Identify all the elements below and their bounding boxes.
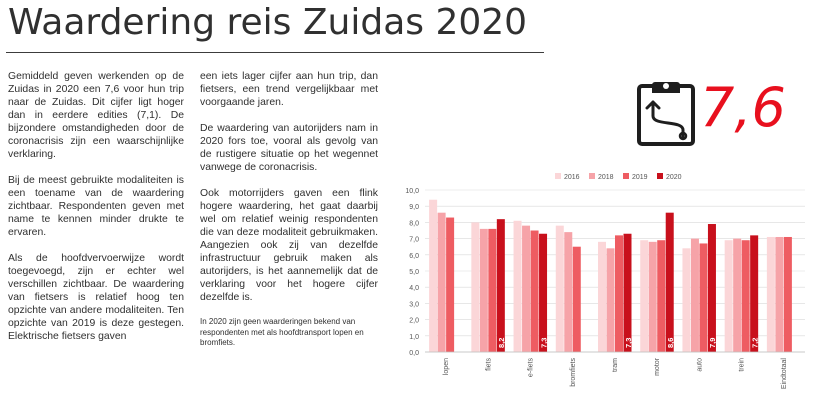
data-label: 7,3 [623, 337, 633, 348]
paragraph: Ook motorrijders gaven een flink hogere waardering, het gaat daarbij wel om relatief weinig respondenten die van deze modaliteit gebruikmaken. Aangezien ook zij van dezelfde infrastructuur gebruik maken als autorijders, is het aannemelijk dat de verklaring voor het hogere cijfer dezelfde is. [200, 188, 378, 303]
bar [564, 232, 572, 352]
bar [480, 229, 488, 352]
category-label: auto [696, 358, 704, 372]
data-label: 7,3 [539, 337, 549, 348]
category-label: lopen [443, 358, 451, 376]
bar [556, 226, 564, 352]
bar [725, 240, 733, 352]
y-tick-label: 0,0 [409, 350, 419, 357]
bar [649, 242, 657, 352]
y-tick-label: 8,0 [409, 220, 419, 228]
paragraph: Als de hoofdvervoerwijze wordt toegevoegd, zijn er echter wel verschillen zichtbaar. De waardering van fietsers is relatief hoog ten opzichte van andere modaliteiten. Ten opzichte van 2019 is deze gestegen. Elektrische fietsers gaven [8, 253, 184, 342]
bar [750, 235, 758, 352]
legend-label: 2018 [598, 174, 614, 181]
text-column-1 [8, 70, 184, 356]
legend-swatch [623, 173, 629, 179]
y-tick-label: 5,0 [409, 269, 419, 276]
text-column-2 [200, 70, 378, 362]
category-label: tram [612, 358, 619, 372]
bar [573, 247, 581, 352]
page-title: Waardering reis Zuidas 2020 [8, 2, 528, 43]
legend-label: 2016 [564, 174, 580, 181]
paragraph: De waardering van autorijders nam in 2020 fors toe, vooral als gevolg van de rustigere situatie op het wegennet vanwege de coronacrisis. [200, 123, 378, 173]
legend-swatch [589, 173, 595, 179]
rating-bar-chart [395, 165, 815, 405]
bar [471, 222, 479, 352]
legend-swatch [657, 173, 663, 179]
chart-canvas [395, 165, 815, 405]
bar [775, 237, 783, 352]
overall-score: 7,6 [700, 76, 786, 139]
category-label: e-fiets [527, 358, 535, 378]
paragraph: Gemiddeld geven werkenden op de Zuidas in 2020 een 7,6 voor hun trip naar de Zuidas. Dit cijfer ligt hoger dan in eerdere edities (7,1). De bijzondere omstandigheden door de coronacrisis zijn een waarschijnlijke verklaring. [8, 71, 184, 160]
paragraph: Bij de meest gebruikte modaliteiten is een toename van de waardering zichtbaar. Respondenten geven met name te kennen minder drukte te ervaren. [8, 175, 184, 238]
bar [539, 234, 547, 352]
bar [497, 219, 505, 352]
data-label: 8,6 [665, 337, 675, 348]
y-tick-label: 6,0 [409, 252, 419, 260]
legend-swatch [555, 173, 561, 179]
bar [531, 231, 539, 353]
bar [657, 240, 665, 352]
legend-label: 2020 [666, 174, 682, 181]
bar [598, 242, 606, 352]
y-tick-label: 3,0 [409, 301, 419, 309]
bar [429, 200, 437, 352]
bar [488, 229, 496, 352]
y-tick-label: 4,0 [409, 285, 419, 293]
clipboard-route-icon [633, 76, 703, 148]
data-label: 8,2 [497, 337, 507, 348]
bar [742, 240, 750, 352]
category-label: motor [654, 358, 662, 376]
y-tick-label: 7,0 [409, 236, 419, 244]
bar [682, 248, 690, 352]
bar [640, 240, 648, 352]
y-tick-label: 10,0 [405, 188, 419, 195]
bar [784, 237, 792, 352]
bar [624, 234, 632, 352]
y-tick-label: 9,0 [409, 204, 419, 212]
bar [446, 218, 454, 352]
bar [708, 224, 716, 352]
category-label: bromfiets [569, 358, 577, 387]
bar [699, 243, 707, 352]
footnote: In 2020 zijn geen waarderingen bekend van respondenten met als hoofdtransport lopen en bromfiets. [200, 317, 364, 347]
legend-label: 2019 [632, 174, 648, 181]
paragraph: een iets lager cijfer aan hun trip, dan fietsers, een trend vergelijkbaar met voorgaande jaren. [200, 71, 378, 108]
title-divider [6, 52, 544, 53]
bar [666, 213, 674, 352]
category-label: fiets [485, 358, 493, 371]
bar [733, 239, 741, 352]
data-label: 7,2 [750, 337, 760, 348]
bar [522, 226, 530, 352]
bar [767, 237, 775, 352]
y-tick-label: 2,0 [409, 317, 419, 325]
category-label: trein [738, 358, 746, 372]
bar [514, 221, 522, 352]
bar [438, 213, 446, 352]
category-label: Eindtotaal [780, 358, 788, 390]
data-label: 7,9 [708, 337, 718, 348]
bar [607, 248, 615, 352]
bar [615, 235, 623, 352]
y-tick-label: 1,0 [409, 333, 419, 341]
bar [691, 239, 699, 352]
